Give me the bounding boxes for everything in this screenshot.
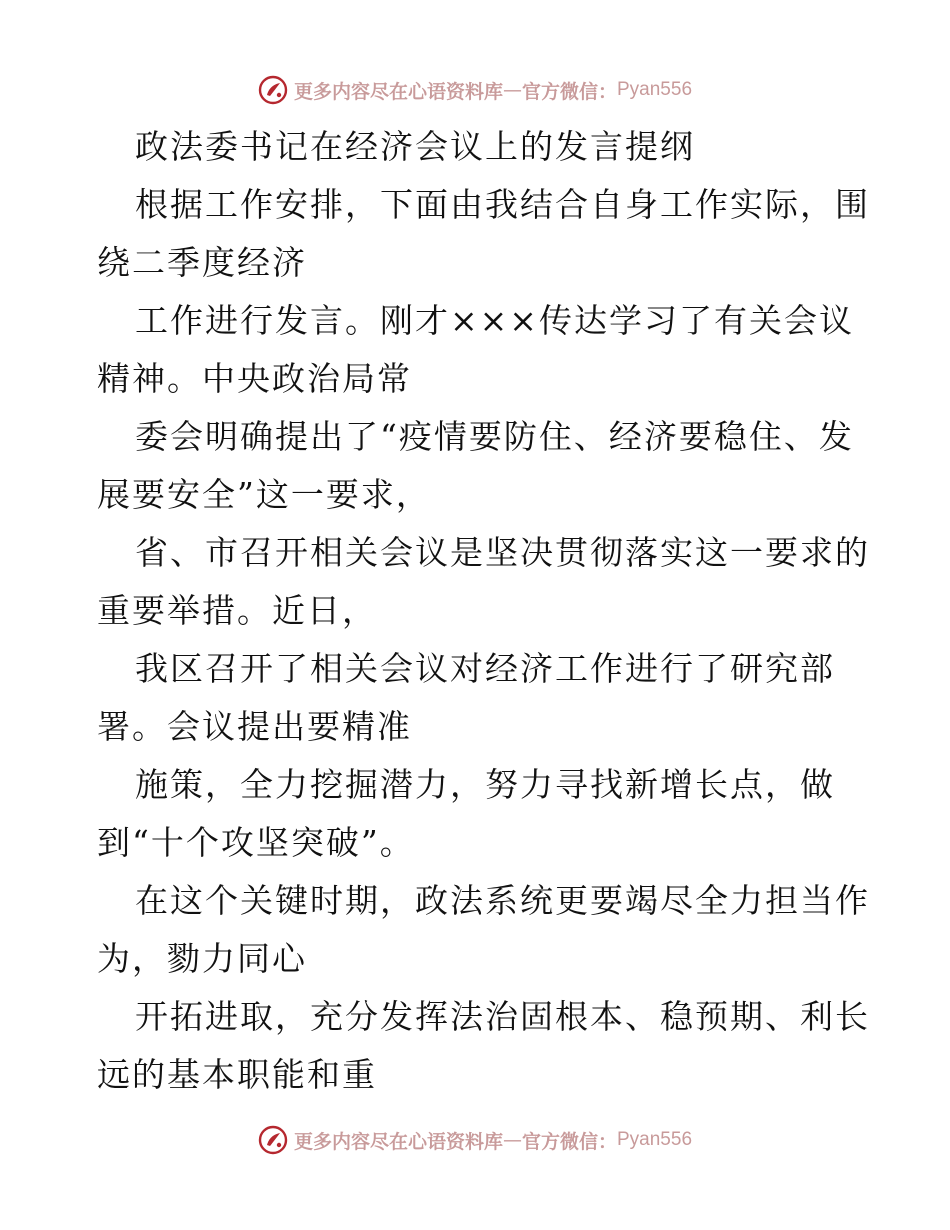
text-line: 我区召开了相关会议对经济工作进行了研究部 (135, 649, 835, 688)
watermark-separator: — (502, 1129, 522, 1151)
document-title: 政法委书记在经济会议上的发言提纲 (135, 127, 695, 166)
watermark-separator: — (502, 79, 522, 101)
text-line: 根据工作安排，下面由我结合自身工作实际，围 (135, 185, 870, 224)
text-line: 施策，全力挖掘潜力，努力寻找新增长点，做 (135, 765, 835, 804)
watermark-wechat-label: 官方微信： (521, 80, 617, 103)
watermark-text: 更多内容尽在心语资料库 (293, 80, 503, 103)
text-line: 远的基本职能和重 (97, 1055, 377, 1094)
text-line: 到“十个攻坚突破”。 (97, 823, 415, 862)
text-line: 重要举措。近日， (97, 591, 377, 630)
text-line: 为，勠力同心 (97, 939, 307, 978)
watermark-wechat-id: Pyan556 (617, 1129, 693, 1150)
text-line: 省、市召开相关会议是坚决贯彻落实这一要求的 (135, 533, 870, 572)
paragraph-lines (97, 176, 870, 1104)
text-line: 在这个关键时期，政法系统更要竭尽全力担当作 (135, 881, 870, 920)
text-line: 开拓进取，充分发挥法治固根本、稳预期、利长 (135, 997, 870, 1036)
brand-logo-icon (258, 75, 288, 105)
text-line: 工作进行发言。刚才×××传达学习了有关会议 (135, 301, 854, 340)
text-line: 署。会议提出要精准 (97, 707, 412, 746)
header-watermark (0, 70, 950, 110)
brand-logo-icon (258, 1125, 288, 1155)
text-line: 展要安全”这一要求， (97, 475, 431, 514)
watermark-wechat-label: 官方微信： (521, 1130, 617, 1153)
text-line: 委会明确提出了“疫情要防住、经济要稳住、发 (135, 417, 854, 456)
document-body (97, 118, 870, 1104)
text-line: 绕二季度经济 (97, 243, 307, 282)
text-line: 精神。中央政治局常 (97, 359, 412, 398)
watermark-text: 更多内容尽在心语资料库 (293, 1130, 503, 1153)
footer-watermark (0, 1120, 950, 1160)
watermark-wechat-id: Pyan556 (617, 79, 693, 100)
